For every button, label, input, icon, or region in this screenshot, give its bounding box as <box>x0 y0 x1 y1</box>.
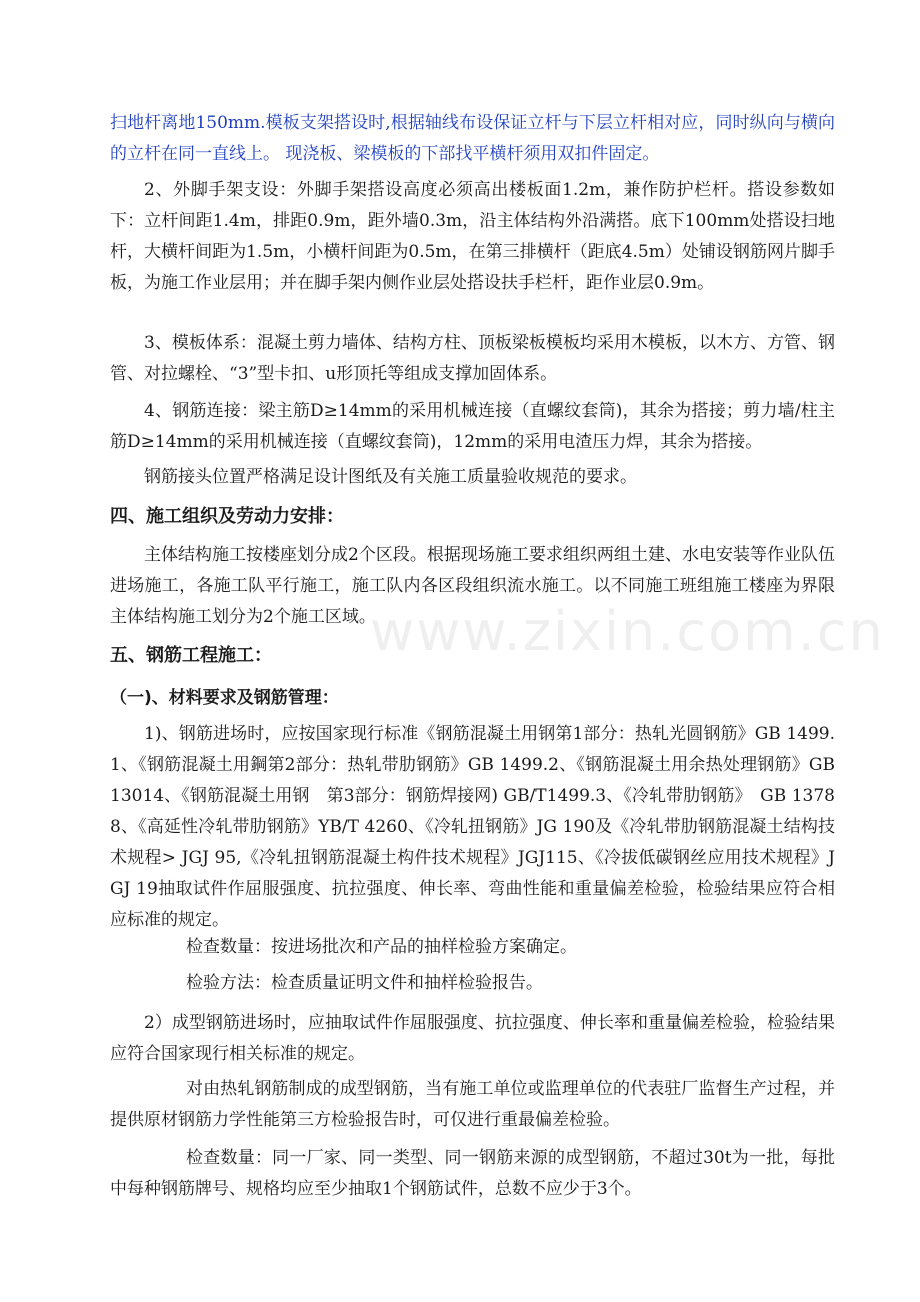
section-heading-4: 四、施工组织及劳动力安排： <box>110 506 344 527</box>
paragraph-inspection-quantity-2: 检查数量：同一厂家、同一类型、同一钢筋来源的成型钢筋，不超过30t为一批，每批中每种钢筋牌号、规格均应至少抽取1个钢筋试件，总数不应少于3个。 <box>110 1148 835 1199</box>
watermark: www.zixin.com.cn <box>370 600 885 663</box>
paragraph-formed-rebar-entry: 2）成型钢筋进场时，应抽取试件作屈服强度、抗拉强度、伸长率和重量偏差检验，检验结果应符合国家现行相关标准的规定。 <box>110 1013 835 1064</box>
paragraph-joint-position: 钢筋接头位置严格满足设计图纸及有关施工质量验收规范的要求。 <box>144 467 637 487</box>
subsection-heading-materials: （一)、材料要求及钢筋管理： <box>110 688 339 708</box>
paragraph-rebar-connection: 4、钢筋连接：梁主筋D≥14mm的采用机械连接（直螺纹套筒)，其余为搭接；剪力墙/柱主筋D≥14mm的采用机械连接（直螺纹套筒)，12mm的采用电渣压力焊，其余为搭接。 <box>110 401 835 452</box>
paragraph-rebar-entry-standards: 1)、钢筋进场时，应按国家现行标准《钢筋混凝土用钢第1部分：热轧光圆钢筋》GB 1499.1、《钢筋混凝土用鋼第2部分：热轧带肋钢筋》GB 1499.2、《钢筋混凝土用余热处理钢筋》GB 13014、《钢筋混凝土用钢 第3部分：钢筋焊接网) GB/T1499.3、《冷轧带肋钢筋》 GB 13788、《高延性冷轧带肋钢筋》YB/T 4260、《冷轧扭钢筋》JG 190及《冷轧带肋钢筋混凝土结构技术规程> JGJ 95,《冷轧扭钢筋混凝土构件技术规程》JGJ115、《冷拔低碳钢丝应用技术规程》JGJ 19抽取试件作屈服强度、抗拉强度、伸长率、弯曲性能和重量偏差检验，检验结果应符合相应标准的规定。 <box>110 724 835 930</box>
paragraph-inspection-method-1: 检验方法：检查质量证明文件和抽样检验报告。 <box>186 973 543 993</box>
paragraph-formwork-system: 3、模板体系：混凝土剪力墙体、结构方柱、顶板梁板模板均采用木模板，以木方、方管、钢管、对拉螺栓、“3”型卡扣、u形顶托等组成支撑加固体系。 <box>110 333 835 384</box>
paragraph-construction-organization: 主体结构施工按楼座划分成2个区段。根据现场施工要求组织两组土建、水电安装等作业队伍进场施工，各施工队平行施工，施工队内各区段组织流水施工。以不同施工班组施工楼座为界限主体结构施工划分为2个施工区域。 <box>110 545 835 627</box>
paragraph-inspection-quantity-1: 检查数量：按进场批次和产品的抽样检验方案确定。 <box>186 937 577 957</box>
paragraph-external-scaffold: 2、外脚手架支设：外脚手架搭设高度必须高出楼板面1.2m，兼作防护栏杆。搭设参数如下：立杆间距1.4m，排距0.9m，距外墙0.3m，沿主体结构外沿满搭。底下100mm处搭设扫地杆，大横杆间距为1.5m，小横杆间距为0.5m，在第三排横杆（距底4.5m）处铺设钢筋网片脚手板，为施工作业层用；并在脚手架内侧作业层处搭设扶手栏杆，距作业层0.9m。 <box>110 180 835 293</box>
section-heading-5: 五、钢筋工程施工： <box>110 645 272 666</box>
paragraph-scaffold-sweep-pole: 扫地杆离地150mm.模板支架搭设时,根据轴线布设保证立杆与下层立杆相对应，同时纵向与横向的立杆在同一直线上。 现浇板、梁模板的下部找平横杆须用双扣件固定。 <box>110 113 835 164</box>
paragraph-hot-rolled-formed-rebar: 对由热轧钢筋制成的成型钢筋，当有施工单位或监理单位的代表驻厂监督生产过程，并提供原材钢筋力学性能第三方检验报告时，可仅进行重最偏差检验。 <box>110 1079 835 1130</box>
